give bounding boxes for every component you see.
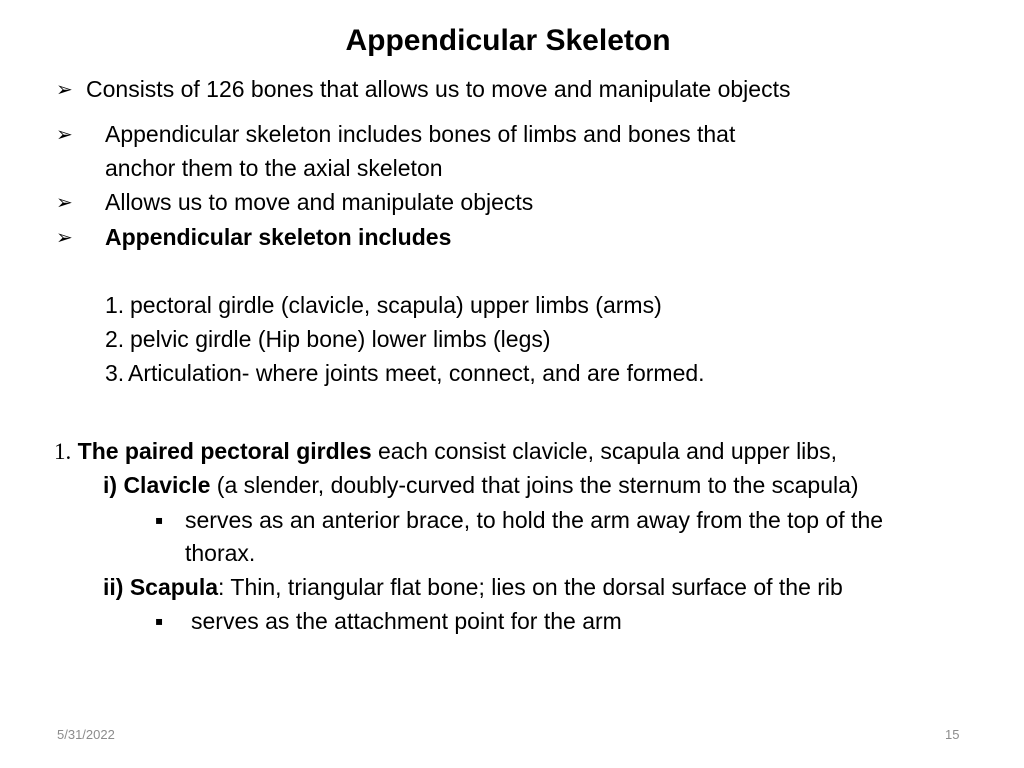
arrow-bullet-icon: ➢ bbox=[56, 122, 73, 146]
numbered-item-number: 1. bbox=[105, 292, 125, 318]
scapula-description: : Thin, triangular flat bone; lies on the dorsal surface of the rib bbox=[218, 574, 843, 600]
numbered-item-number: 3. bbox=[105, 360, 125, 386]
footer-date: 5/31/2022 bbox=[57, 727, 115, 742]
bullet-text: Appendicular skeleton includes bones of limbs and bones that bbox=[105, 121, 736, 147]
slide-number: 15 bbox=[945, 727, 960, 742]
section-heading-bold: The paired pectoral girdles bbox=[77, 438, 372, 464]
arrow-bullet-icon: ➢ bbox=[56, 225, 73, 249]
arrow-bullet-icon: ➢ bbox=[56, 77, 73, 101]
square-bullet-icon: ▪ bbox=[155, 614, 164, 628]
bullet-text: Consists of 126 bones that allows us to move and manipulate objects bbox=[86, 76, 791, 102]
section-number: 1. bbox=[54, 439, 72, 464]
clavicle-line bbox=[103, 471, 859, 499]
clavicle-label: i) Clavicle bbox=[103, 472, 211, 498]
numbered-item-text: Articulation- where joints meet, connect, and are formed. bbox=[128, 360, 705, 386]
scapula-line bbox=[103, 573, 843, 601]
numbered-item-number: 2. bbox=[105, 326, 125, 352]
bullet-text: Allows us to move and manipulate objects bbox=[105, 189, 534, 215]
section-heading-rest: each consist clavicle, scapula and upper libs, bbox=[371, 438, 837, 464]
square-bullet-icon: ▪ bbox=[155, 513, 164, 527]
clavicle-bullet-continuation: thorax. bbox=[185, 540, 256, 566]
clavicle-description: (a slender, doubly-curved that joins the sternum to the scapula) bbox=[210, 472, 859, 498]
bullet-text-continuation: anchor them to the axial skeleton bbox=[105, 155, 443, 181]
arrow-bullet-icon: ➢ bbox=[56, 190, 73, 214]
scapula-bullet-text: serves as the attachment point for the arm bbox=[191, 608, 622, 634]
section-heading bbox=[54, 437, 837, 466]
numbered-item-text: pelvic girdle (Hip bone) lower limbs (legs) bbox=[130, 326, 551, 352]
bullet-text-bold: Appendicular skeleton includes bbox=[105, 224, 452, 250]
clavicle-bullet-text: serves as an anterior brace, to hold the arm away from the top of the bbox=[185, 507, 884, 533]
numbered-item-text: pectoral girdle (clavicle, scapula) upper limbs (arms) bbox=[130, 292, 662, 318]
slide-title: Appendicular Skeleton bbox=[345, 24, 671, 57]
scapula-label: ii) Scapula bbox=[103, 574, 219, 600]
